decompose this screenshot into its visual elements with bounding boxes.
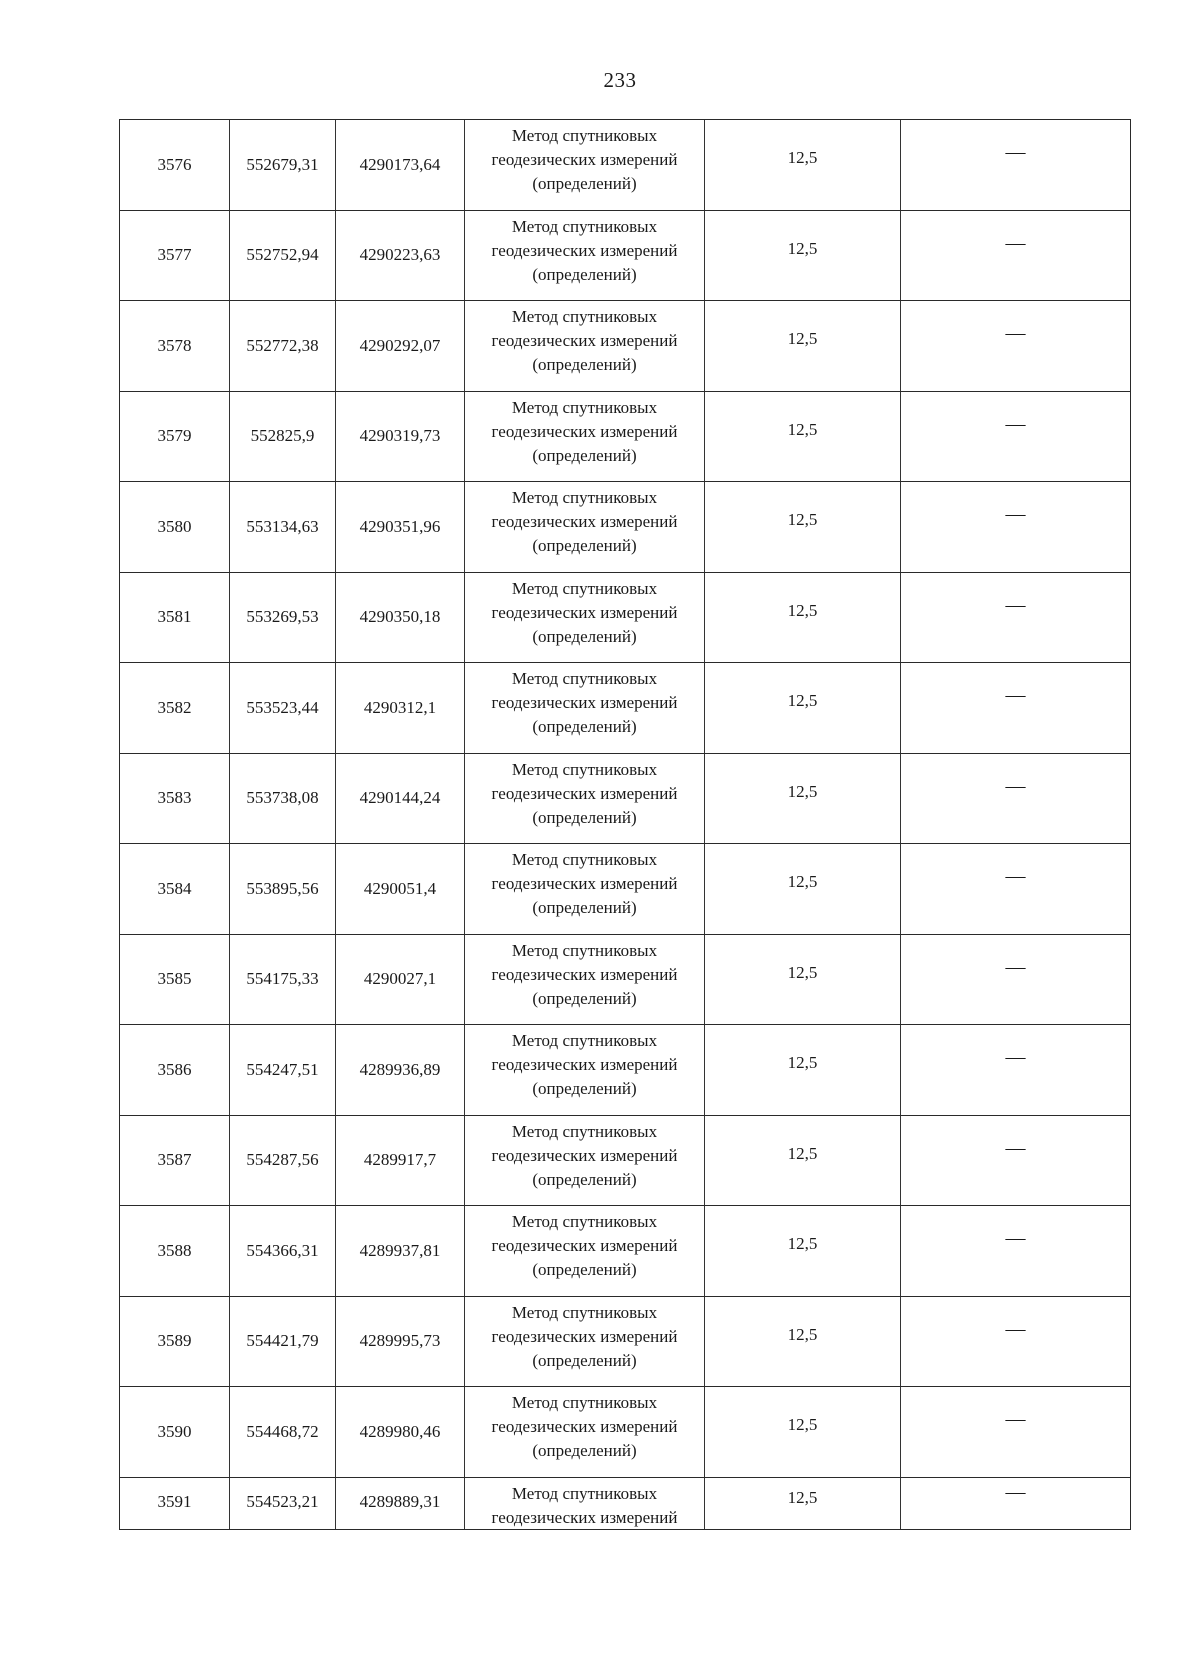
method-line: геодезических измерений bbox=[491, 1417, 678, 1436]
note-cell: — bbox=[1005, 774, 1026, 797]
table-row bbox=[120, 1206, 1130, 1297]
point-number-cell: 3582 bbox=[120, 663, 230, 753]
accuracy-cell: 12,5 bbox=[705, 301, 901, 391]
x-coordinate-cell: 554421,79 bbox=[230, 1297, 336, 1387]
table-row bbox=[120, 301, 1130, 392]
x-coordinate-cell: 554468,72 bbox=[230, 1387, 336, 1477]
note-cell: — bbox=[1005, 231, 1026, 254]
y-coordinate-cell: 4290173,64 bbox=[336, 120, 465, 210]
table-row bbox=[120, 1478, 1130, 1530]
method-line: Метод спутниковых bbox=[511, 759, 658, 779]
method-line: геодезических измерений bbox=[491, 331, 678, 350]
accuracy-cell: 12,5 bbox=[705, 1297, 901, 1387]
y-coordinate-cell: 4290051,4 bbox=[336, 844, 465, 934]
x-coordinate-cell: 552752,94 bbox=[230, 211, 336, 301]
method-cell bbox=[465, 1297, 705, 1387]
accuracy-cell: 12,5 bbox=[705, 392, 901, 482]
method-cell bbox=[465, 935, 705, 1025]
method-cell bbox=[465, 1387, 705, 1477]
method-line: (определений) bbox=[532, 1260, 637, 1279]
x-coordinate-cell: 552679,31 bbox=[230, 120, 336, 210]
accuracy-cell: 12,5 bbox=[705, 211, 901, 301]
note-cell: — bbox=[1005, 1480, 1026, 1503]
note-cell: — bbox=[1005, 322, 1026, 344]
point-number-cell: 3578 bbox=[120, 301, 230, 391]
method-line: (определений) bbox=[532, 1441, 637, 1460]
y-coordinate-cell: 4290319,73 bbox=[336, 392, 465, 482]
method-line: (определений) bbox=[532, 264, 637, 284]
accuracy-cell: 12,5 bbox=[705, 482, 901, 572]
method-line: Метод спутниковых bbox=[511, 488, 658, 507]
table-row bbox=[120, 1025, 1130, 1116]
method-line: (определений) bbox=[532, 1350, 637, 1370]
table-row bbox=[120, 1297, 1130, 1388]
y-coordinate-cell: 4290312,1 bbox=[336, 663, 465, 753]
point-number-cell: 3588 bbox=[120, 1206, 230, 1296]
method-cell bbox=[465, 482, 705, 572]
x-coordinate-cell: 553523,44 bbox=[230, 663, 336, 753]
method-line: геодезических измерений bbox=[491, 421, 678, 441]
method-cell bbox=[465, 120, 705, 210]
note-cell: — bbox=[1005, 1408, 1026, 1430]
point-number-cell: 3587 bbox=[120, 1116, 230, 1206]
x-coordinate-cell: 554523,21 bbox=[230, 1478, 336, 1529]
method-line: Метод спутниковых bbox=[511, 669, 658, 688]
note-cell: — bbox=[1005, 1046, 1026, 1068]
table-row bbox=[120, 573, 1130, 664]
method-line: геодезических измерений bbox=[491, 1236, 678, 1255]
method-line: геодезических измерений bbox=[491, 874, 678, 893]
table-row bbox=[120, 754, 1130, 845]
point-number-cell: 3585 bbox=[120, 935, 230, 1025]
x-coordinate-cell: 553134,63 bbox=[230, 482, 336, 572]
page-number: 233 bbox=[603, 68, 637, 92]
point-number-cell: 3576 bbox=[120, 120, 230, 210]
method-line: Метод спутниковых bbox=[511, 578, 658, 598]
method-cell bbox=[465, 1116, 705, 1206]
method-cell bbox=[465, 392, 705, 482]
point-number-cell: 3577 bbox=[120, 211, 230, 301]
method-line: геодезических измерений bbox=[491, 964, 678, 984]
method-line: геодезических измерений bbox=[491, 602, 678, 622]
method-line: Метод спутниковых bbox=[511, 126, 658, 145]
method-line: Метод спутниковых bbox=[511, 1121, 658, 1141]
method-line: Метод спутниковых bbox=[511, 940, 658, 960]
method-line: Метод спутниковых bbox=[511, 1483, 658, 1503]
y-coordinate-cell: 4290144,24 bbox=[336, 754, 465, 844]
accuracy-cell: 12,5 bbox=[705, 1206, 901, 1296]
method-cell bbox=[465, 301, 705, 391]
note-cell: — bbox=[1005, 412, 1026, 435]
method-line: (определений) bbox=[532, 717, 637, 736]
y-coordinate-cell: 4290350,18 bbox=[336, 573, 465, 663]
point-number-cell: 3591 bbox=[120, 1478, 230, 1529]
point-number-cell: 3583 bbox=[120, 754, 230, 844]
note-cell: — bbox=[1005, 865, 1026, 887]
point-number-cell: 3584 bbox=[120, 844, 230, 934]
coordinates-table bbox=[119, 119, 1131, 1530]
table-row bbox=[120, 663, 1130, 754]
accuracy-cell: 12,5 bbox=[705, 120, 901, 210]
x-coordinate-cell: 554247,51 bbox=[230, 1025, 336, 1115]
note-cell: — bbox=[1005, 1317, 1026, 1340]
method-cell bbox=[465, 754, 705, 844]
y-coordinate-cell: 4289995,73 bbox=[336, 1297, 465, 1387]
point-number-cell: 3590 bbox=[120, 1387, 230, 1477]
method-line: геодезических измерений bbox=[491, 150, 678, 169]
method-line: (определений) bbox=[532, 988, 637, 1008]
method-line: геодезических измерений bbox=[491, 240, 678, 260]
table-row bbox=[120, 211, 1130, 302]
method-line: (определений) bbox=[532, 1169, 637, 1189]
method-line: геодезических измерений bbox=[491, 1055, 678, 1074]
y-coordinate-cell: 4290223,63 bbox=[336, 211, 465, 301]
accuracy-cell: 12,5 bbox=[705, 663, 901, 753]
method-line: Метод спутниковых bbox=[511, 1393, 658, 1412]
y-coordinate-cell: 4289937,81 bbox=[336, 1206, 465, 1296]
x-coordinate-cell: 554366,31 bbox=[230, 1206, 336, 1296]
accuracy-cell: 12,5 bbox=[705, 1478, 901, 1529]
table-row bbox=[120, 392, 1130, 483]
x-coordinate-cell: 552772,38 bbox=[230, 301, 336, 391]
method-line: Метод спутниковых bbox=[511, 1302, 658, 1322]
x-coordinate-cell: 552825,9 bbox=[230, 392, 336, 482]
method-line: геодезических измерений bbox=[491, 512, 678, 531]
method-line: Метод спутниковых bbox=[511, 216, 658, 236]
method-line: (определений) bbox=[532, 174, 637, 193]
y-coordinate-cell: 4289936,89 bbox=[336, 1025, 465, 1115]
x-coordinate-cell: 553269,53 bbox=[230, 573, 336, 663]
y-coordinate-cell: 4289917,7 bbox=[336, 1116, 465, 1206]
method-line: (определений) bbox=[532, 355, 637, 374]
note-cell: — bbox=[1005, 503, 1026, 525]
point-number-cell: 3581 bbox=[120, 573, 230, 663]
accuracy-cell: 12,5 bbox=[705, 935, 901, 1025]
method-cell bbox=[465, 211, 705, 301]
point-number-cell: 3589 bbox=[120, 1297, 230, 1387]
y-coordinate-cell: 4289889,31 bbox=[336, 1478, 465, 1529]
point-number-cell: 3580 bbox=[120, 482, 230, 572]
method-line: (определений) bbox=[532, 626, 637, 646]
method-line: геодезических измерений bbox=[491, 1145, 678, 1165]
accuracy-cell: 12,5 bbox=[705, 1025, 901, 1115]
x-coordinate-cell: 554287,56 bbox=[230, 1116, 336, 1206]
note-cell: — bbox=[1005, 141, 1026, 163]
method-line: Метод спутниковых bbox=[511, 397, 658, 417]
point-number-cell: 3579 bbox=[120, 392, 230, 482]
table-row bbox=[120, 844, 1130, 935]
note-cell: — bbox=[1005, 684, 1026, 706]
method-line: (определений) bbox=[532, 1079, 637, 1098]
accuracy-cell: 12,5 bbox=[705, 844, 901, 934]
accuracy-cell: 12,5 bbox=[705, 754, 901, 844]
x-coordinate-cell: 554175,33 bbox=[230, 935, 336, 1025]
note-cell: — bbox=[1005, 955, 1026, 978]
y-coordinate-cell: 4289980,46 bbox=[336, 1387, 465, 1477]
note-cell: — bbox=[1005, 593, 1026, 616]
method-cell bbox=[465, 844, 705, 934]
method-line: геодезических измерений bbox=[491, 1326, 678, 1346]
note-cell: — bbox=[1005, 1227, 1026, 1249]
method-line: Метод спутниковых bbox=[511, 850, 658, 869]
method-line: (определений) bbox=[532, 536, 637, 555]
y-coordinate-cell: 4290351,96 bbox=[336, 482, 465, 572]
table-row bbox=[120, 1116, 1130, 1207]
method-cell bbox=[465, 1025, 705, 1115]
accuracy-cell: 12,5 bbox=[705, 573, 901, 663]
method-cell bbox=[465, 663, 705, 753]
method-line: геодезических измерений bbox=[491, 783, 678, 803]
y-coordinate-cell: 4290292,07 bbox=[336, 301, 465, 391]
table-row bbox=[120, 482, 1130, 573]
method-line: Метод спутниковых bbox=[511, 307, 658, 326]
method-cell bbox=[465, 1206, 705, 1296]
method-line: геодезических измерений bbox=[491, 693, 678, 712]
method-cell bbox=[465, 573, 705, 663]
method-line: (определений) bbox=[532, 445, 637, 465]
accuracy-cell: 12,5 bbox=[705, 1116, 901, 1206]
method-line: Метод спутниковых bbox=[511, 1031, 658, 1050]
accuracy-cell: 12,5 bbox=[705, 1387, 901, 1477]
table-row bbox=[120, 935, 1130, 1026]
point-number-cell: 3586 bbox=[120, 1025, 230, 1115]
x-coordinate-cell: 553895,56 bbox=[230, 844, 336, 934]
method-cell bbox=[465, 1478, 705, 1529]
method-line: (определений) bbox=[532, 898, 637, 917]
method-line: Метод спутниковых bbox=[511, 1212, 658, 1231]
table-row bbox=[120, 120, 1130, 211]
x-coordinate-cell: 553738,08 bbox=[230, 754, 336, 844]
method-line: (определений) bbox=[532, 807, 637, 827]
note-cell: — bbox=[1005, 1136, 1026, 1159]
table-row bbox=[120, 1387, 1130, 1478]
y-coordinate-cell: 4290027,1 bbox=[336, 935, 465, 1025]
method-line: геодезических измерений bbox=[491, 1507, 678, 1527]
